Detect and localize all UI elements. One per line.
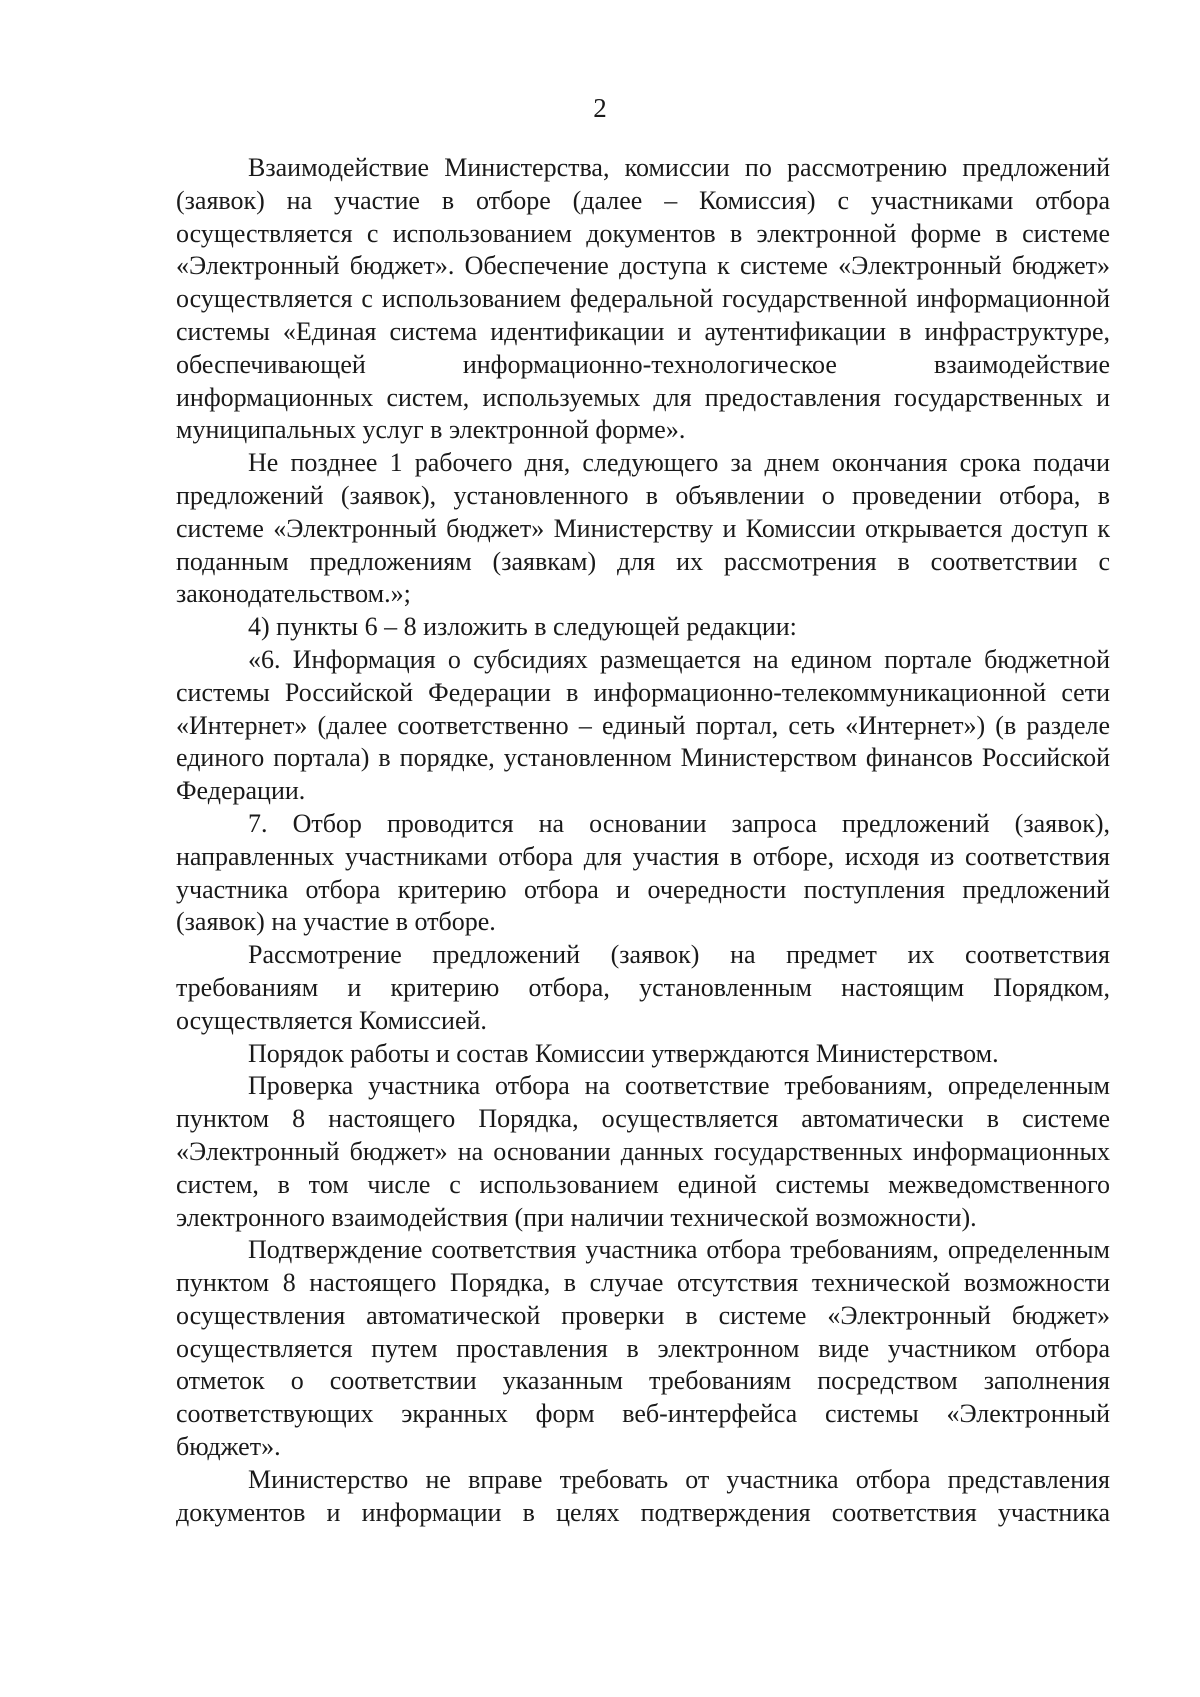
paragraph-review-by-commission: Рассмотрение предложений (заявок) на предмет их соответствия требованиям и критерию отбора, установленным настоящим Порядком, осуществляется Комиссией.: [176, 940, 1110, 1035]
document-body: [176, 152, 1110, 1529]
paragraph-automatic-check: Проверка участника отбора на соответствие требованиям, определенным пунктом 8 настоящего Порядка, осуществляется автоматически в системе «Электронный бюджет» на основании данных государственных информационных систем, в том числе с использованием единой системы межведомственного электронного взаимодействия (при наличии технической возможности).: [176, 1071, 1110, 1232]
page-number: 2: [593, 93, 607, 123]
paragraph-interaction-electronic-budget: Взаимодействие Министерства, комиссии по рассмотрению предложений (заявок) на участие в отборе (далее – Комиссия) с участниками отбора осуществляется с использованием документов в электронной форме в системе «Электронный бюджет». Обеспечение доступа к системе «Электронный бюджет» осуществляется с использованием федеральной государственной информационной системы «Единая система идентификации и аутентификации в инфраструктуре, обеспечивающей информационно-технологическое взаимодействие информационных систем, используемых для предоставления государственных и муниципальных услуг в электронной форме».: [176, 153, 1110, 445]
paragraph-point-7: 7. Отбор проводится на основании запроса предложений (заявок), направленных участниками отбора для участия в отборе, исходя из соответствия участника отбора критерию отбора и очередности поступления предложений (заявок) на участие в отборе.: [176, 808, 1110, 937]
paragraph-manual-confirmation: Подтверждение соответствия участника отбора требованиям, определенным пунктом 8 настоящего Порядка, в случае отсутствия технической возможности осуществления автоматической проверки в системе «Электронный бюджет» осуществляется путем проставления в электронном виде участником отбора отметок о соответствии указанным требованиям посредством заполнения соответствующих экранных форм веб-интерфейса системы «Электронный бюджет».: [176, 1235, 1110, 1462]
paragraph-amendment-item-4: 4) пункты 6 – 8 изложить в следующей редакции:: [248, 612, 797, 642]
paragraph-point-6: «6. Информация о субсидиях размещается на едином портале бюджетной системы Российской Федерации в информационно-телекоммуникационной сети «Интернет» (далее соответственно – единый портал, сеть «Интернет») (в разделе единого портала) в порядке, установленном Министерством финансов Российской Федерации.: [176, 644, 1110, 806]
paragraph-access-deadline: Не позднее 1 рабочего дня, следующего за днем окончания срока подачи предложений (заявок), установленного в объявлении о проведении отбора, в системе «Электронный бюджет» Министерству и Комиссии открывается доступ к поданным предложениям (заявкам) для их рассмотрения в соответствии с законодательством.»;: [176, 448, 1110, 609]
paragraph-commission-procedure: Порядок работы и состав Комиссии утверждаются Министерством.: [248, 1038, 999, 1068]
paragraph-ministry-restriction: Министерство не вправе требовать от участника отбора представления документов и информации в целях подтверждения соответствия участника: [176, 1464, 1110, 1527]
